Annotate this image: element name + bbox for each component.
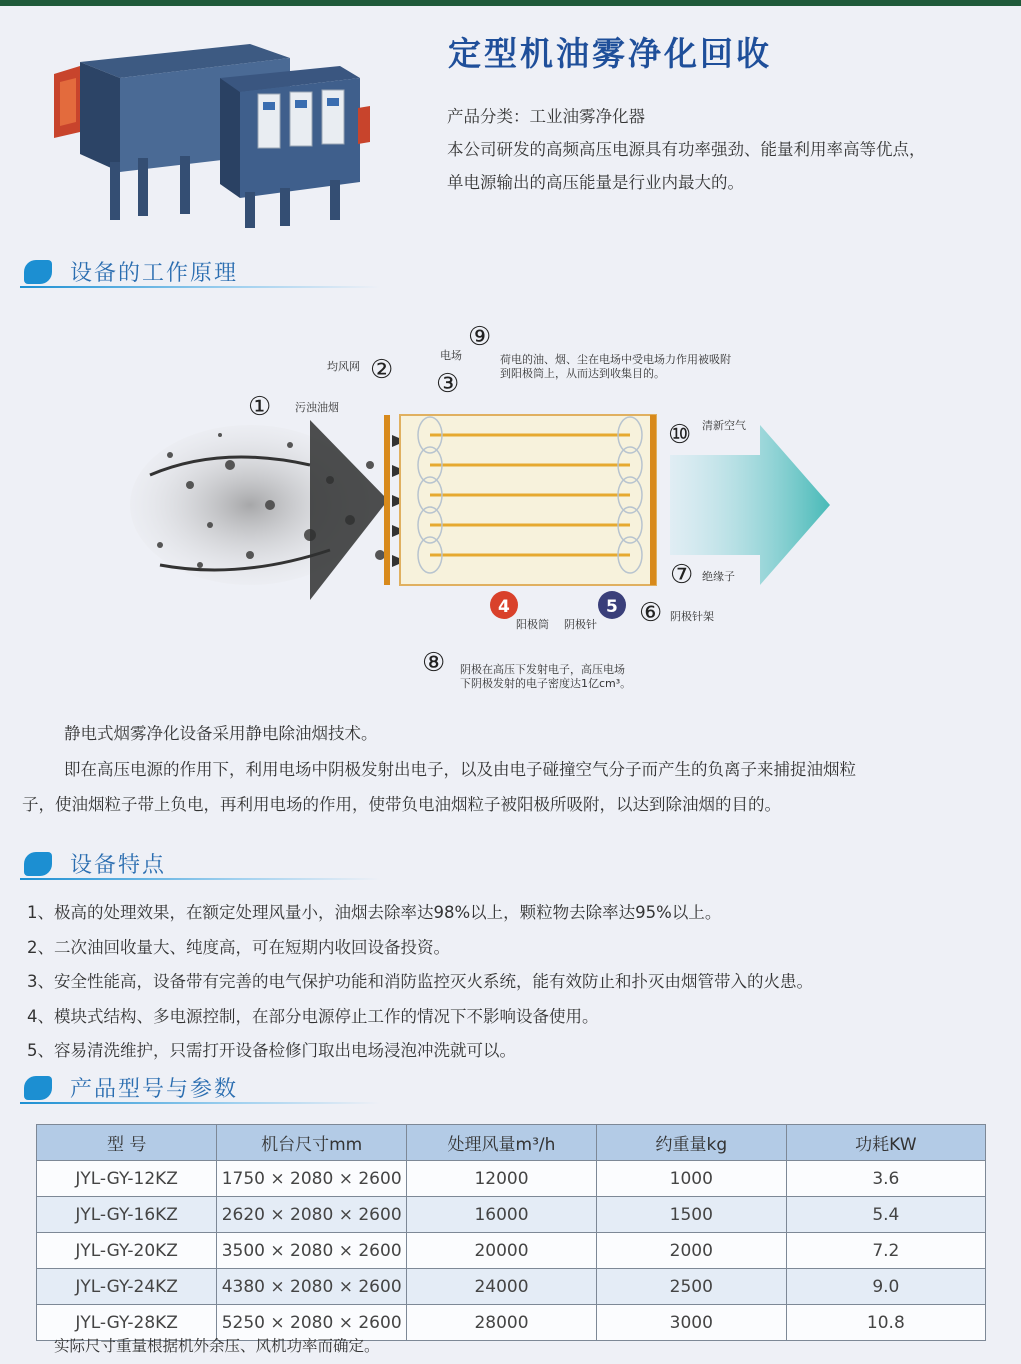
intro-text xyxy=(447,100,1017,199)
callout-4: 4 xyxy=(498,597,510,617)
principle-para-2-line-1: 即在高压电源的作用下，利用电场中阴极发射出电子，以及由电子碰撞空气分子而产生的负离子来捕捉油烟粒 xyxy=(64,760,856,779)
table-row xyxy=(37,1197,986,1233)
callout-1: ① xyxy=(248,392,272,422)
label-note9-line1: 荷电的油、烟、尘在电场中受电场力作用被吸附 xyxy=(500,353,731,366)
feature-item: 1、极高的处理效果，在额定处理风量小，油烟去除率达98%以上，颗粒物去除率达95%以上。 xyxy=(27,903,722,922)
cell-airflow: 24000 xyxy=(407,1269,597,1305)
principle-diagram xyxy=(130,315,850,705)
category-line: 产品分类：工业油雾净化器 xyxy=(447,107,645,126)
cell-model: JYL-GY-24KZ xyxy=(37,1269,217,1305)
cell-weight: 2500 xyxy=(596,1269,786,1305)
cell-weight: 1500 xyxy=(596,1197,786,1233)
feature-item: 2、二次油回收量大、纯度高，可在短期内收回设备投资。 xyxy=(27,937,450,957)
desc-line-2: 单电源输出的高压能量是行业内最大的。 xyxy=(447,173,744,192)
principle-para-1: 静电式烟雾净化设备采用静电除油烟技术。 xyxy=(64,724,378,743)
cell-size: 5250 × 2080 × 2600 xyxy=(217,1305,407,1341)
cell-size: 2620 × 2080 × 2600 xyxy=(217,1197,407,1233)
cell-model: JYL-GY-28KZ xyxy=(37,1305,217,1341)
spec-table xyxy=(36,1124,986,1341)
table-note: 实际尺寸重量根据机外余压、风机功率而确定。 xyxy=(54,1337,380,1355)
cell-model: JYL-GY-12KZ xyxy=(37,1161,217,1197)
callout-8: ⑧ xyxy=(422,648,446,678)
col-header-airflow: 处理风量m³/h xyxy=(407,1125,597,1161)
cell-airflow: 28000 xyxy=(407,1305,597,1341)
feature-list xyxy=(27,896,1007,1069)
col-header-size: 机台尺寸mm xyxy=(217,1125,407,1161)
label-cathode-frame: 阴极针架 xyxy=(670,610,714,623)
callout-9: ⑨ xyxy=(468,322,492,352)
label-clean-air: 清新空气 xyxy=(702,419,746,432)
section-heading-features: 设备特点 xyxy=(20,848,380,882)
cell-weight: 3000 xyxy=(596,1305,786,1341)
feature-item: 5、容易清洗维护，只需打开设备检修门取出电场浸泡冲洗就可以。 xyxy=(27,1041,516,1060)
cell-airflow: 20000 xyxy=(407,1233,597,1269)
cell-power: 9.0 xyxy=(786,1269,985,1305)
cell-model: JYL-GY-16KZ xyxy=(37,1197,217,1233)
cell-size: 4380 × 2080 × 2600 xyxy=(217,1269,407,1305)
col-header-model: 型 号 xyxy=(37,1125,217,1161)
label-anode-tube: 阳极筒 xyxy=(516,618,549,631)
section-badge-icon xyxy=(24,852,52,876)
cell-power: 10.8 xyxy=(786,1305,985,1341)
table-row xyxy=(37,1233,986,1269)
col-header-power: 功耗KW xyxy=(786,1125,985,1161)
cell-power: 7.2 xyxy=(786,1233,985,1269)
section-badge-icon xyxy=(24,1076,52,1100)
label-insulator: 绝缘子 xyxy=(702,570,735,583)
callout-5: 5 xyxy=(606,597,618,617)
cell-size: 3500 × 2080 × 2600 xyxy=(217,1233,407,1269)
label-cathode-needle: 阴极针 xyxy=(564,618,597,631)
cell-size: 1750 × 2080 × 2600 xyxy=(217,1161,407,1197)
cell-power: 5.4 xyxy=(786,1197,985,1233)
table-header-row xyxy=(37,1125,986,1161)
page-title: 定型机油雾净化回收 xyxy=(448,34,772,73)
machine-illustration xyxy=(40,22,380,232)
label-note9-line2: 到阳极筒上，从而达到收集目的。 xyxy=(500,367,665,380)
principle-para-2-line-2: 子，使油烟粒子带上负电，再利用电场的作用，使带负电油烟粒子被阳极所吸附，以达到除油烟的目的。 xyxy=(22,795,781,814)
callout-7: ⑦ xyxy=(670,560,694,590)
callout-10: ⑩ xyxy=(668,420,692,450)
label-dirty-smoke: 污浊油烟 xyxy=(295,401,339,414)
feature-item: 4、模块式结构、多电源控制，在部分电源停止工作的情况下不影响设备使用。 xyxy=(27,1006,599,1026)
cell-power: 3.6 xyxy=(786,1161,985,1197)
table-row xyxy=(37,1269,986,1305)
label-field: 电场 xyxy=(440,349,462,362)
cell-airflow: 16000 xyxy=(407,1197,597,1233)
section-heading-models: 产品型号与参数 xyxy=(20,1072,380,1106)
cell-weight: 1000 xyxy=(596,1161,786,1197)
label-note8-line1: 阴极在高压下发射电子，高压电场 xyxy=(460,663,625,676)
desc-line-1: 本公司研发的高频高压电源具有功率强劲、能量利用率高等优点， xyxy=(447,140,926,159)
callout-6: ⑥ xyxy=(639,598,663,628)
section-badge-icon xyxy=(24,260,52,284)
callout-3: ③ xyxy=(436,369,460,399)
cell-weight: 2000 xyxy=(596,1233,786,1269)
section-heading-principle: 设备的工作原理 xyxy=(20,256,380,290)
col-header-weight: 约重量kg xyxy=(596,1125,786,1161)
cell-airflow: 12000 xyxy=(407,1161,597,1197)
cell-model: JYL-GY-20KZ xyxy=(37,1233,217,1269)
top-bar xyxy=(0,0,1021,6)
label-note8-line2: 下阴极发射的电子密度达1亿cm³。 xyxy=(460,677,632,690)
callout-2: ② xyxy=(370,355,394,385)
feature-item: 3、安全性能高，设备带有完善的电气保护功能和消防监控灭火系统，能有效防止和扑灭由烟管带入的火患。 xyxy=(27,972,813,991)
label-baffle: 均风网 xyxy=(327,360,360,373)
table-row xyxy=(37,1161,986,1197)
